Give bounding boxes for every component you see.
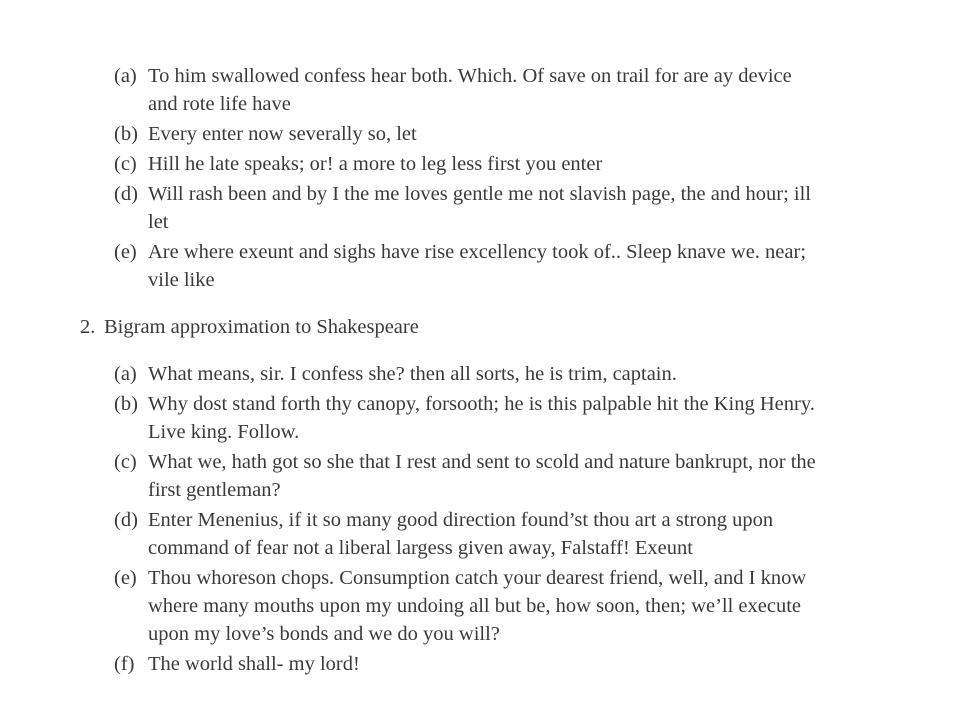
item-label: (d)	[114, 183, 138, 205]
item-label: (f)	[114, 653, 135, 675]
list-item	[0, 448, 818, 504]
item-label: (a)	[114, 65, 137, 87]
item-label: (d)	[114, 509, 138, 531]
item-text: Hill he late speaks; or! a more to leg less first you enter	[148, 153, 603, 175]
section-title: Bigram approximation to Shakespeare	[104, 316, 419, 338]
item-label: (e)	[114, 241, 137, 263]
list-item	[0, 506, 818, 562]
item-text: Enter Menenius, if it so many good direction found’st thou art a strong upon command of fear not a liberal largess given away, Falstaff! Exeunt	[148, 509, 774, 559]
list-item	[0, 150, 818, 178]
item-label: (b)	[114, 393, 138, 415]
section-number: 2.	[80, 316, 96, 338]
item-text: The world shall- my lord!	[148, 653, 360, 675]
list-item	[0, 650, 818, 678]
item-text: Are where exeunt and sighs have rise excellency took of.. Sleep knave we. near; vile like	[148, 241, 807, 291]
list-item	[0, 390, 818, 446]
list-item	[0, 238, 818, 294]
item-label: (c)	[114, 153, 137, 175]
item-text: What means, sir. I confess she? then all sorts, he is trim, captain.	[148, 363, 677, 385]
item-label: (c)	[114, 451, 137, 473]
list-item	[0, 360, 818, 388]
list-item	[0, 180, 818, 236]
item-label: (a)	[114, 363, 137, 385]
item-text: Why dost stand forth thy canopy, forsooth; he is this palpable hit the King Henry. Live king. Follow.	[148, 393, 815, 443]
item-text: To him swallowed confess hear both. Which. Of save on trail for are ay device and rote life have	[148, 65, 792, 115]
bigram-list	[0, 360, 960, 680]
item-label: (e)	[114, 567, 137, 589]
list-item	[0, 120, 818, 148]
list-item	[0, 564, 818, 648]
unigram-list	[0, 62, 960, 296]
section-heading	[80, 313, 419, 341]
item-label: (b)	[114, 123, 138, 145]
item-text: What we, hath got so she that I rest and sent to scold and nature bankrupt, nor the first gentleman?	[148, 451, 816, 501]
item-text: Will rash been and by I the me loves gentle me not slavish page, the and hour; ill let	[148, 183, 811, 233]
item-text: Every enter now severally so, let	[148, 123, 417, 145]
item-text: Thou whoreson chops. Consumption catch your dearest friend, well, and I know where many mouths upon my undoing all but be, how soon, then; we’ll execute upon my love’s bonds and we do you will?	[148, 567, 807, 645]
list-item	[0, 62, 818, 118]
